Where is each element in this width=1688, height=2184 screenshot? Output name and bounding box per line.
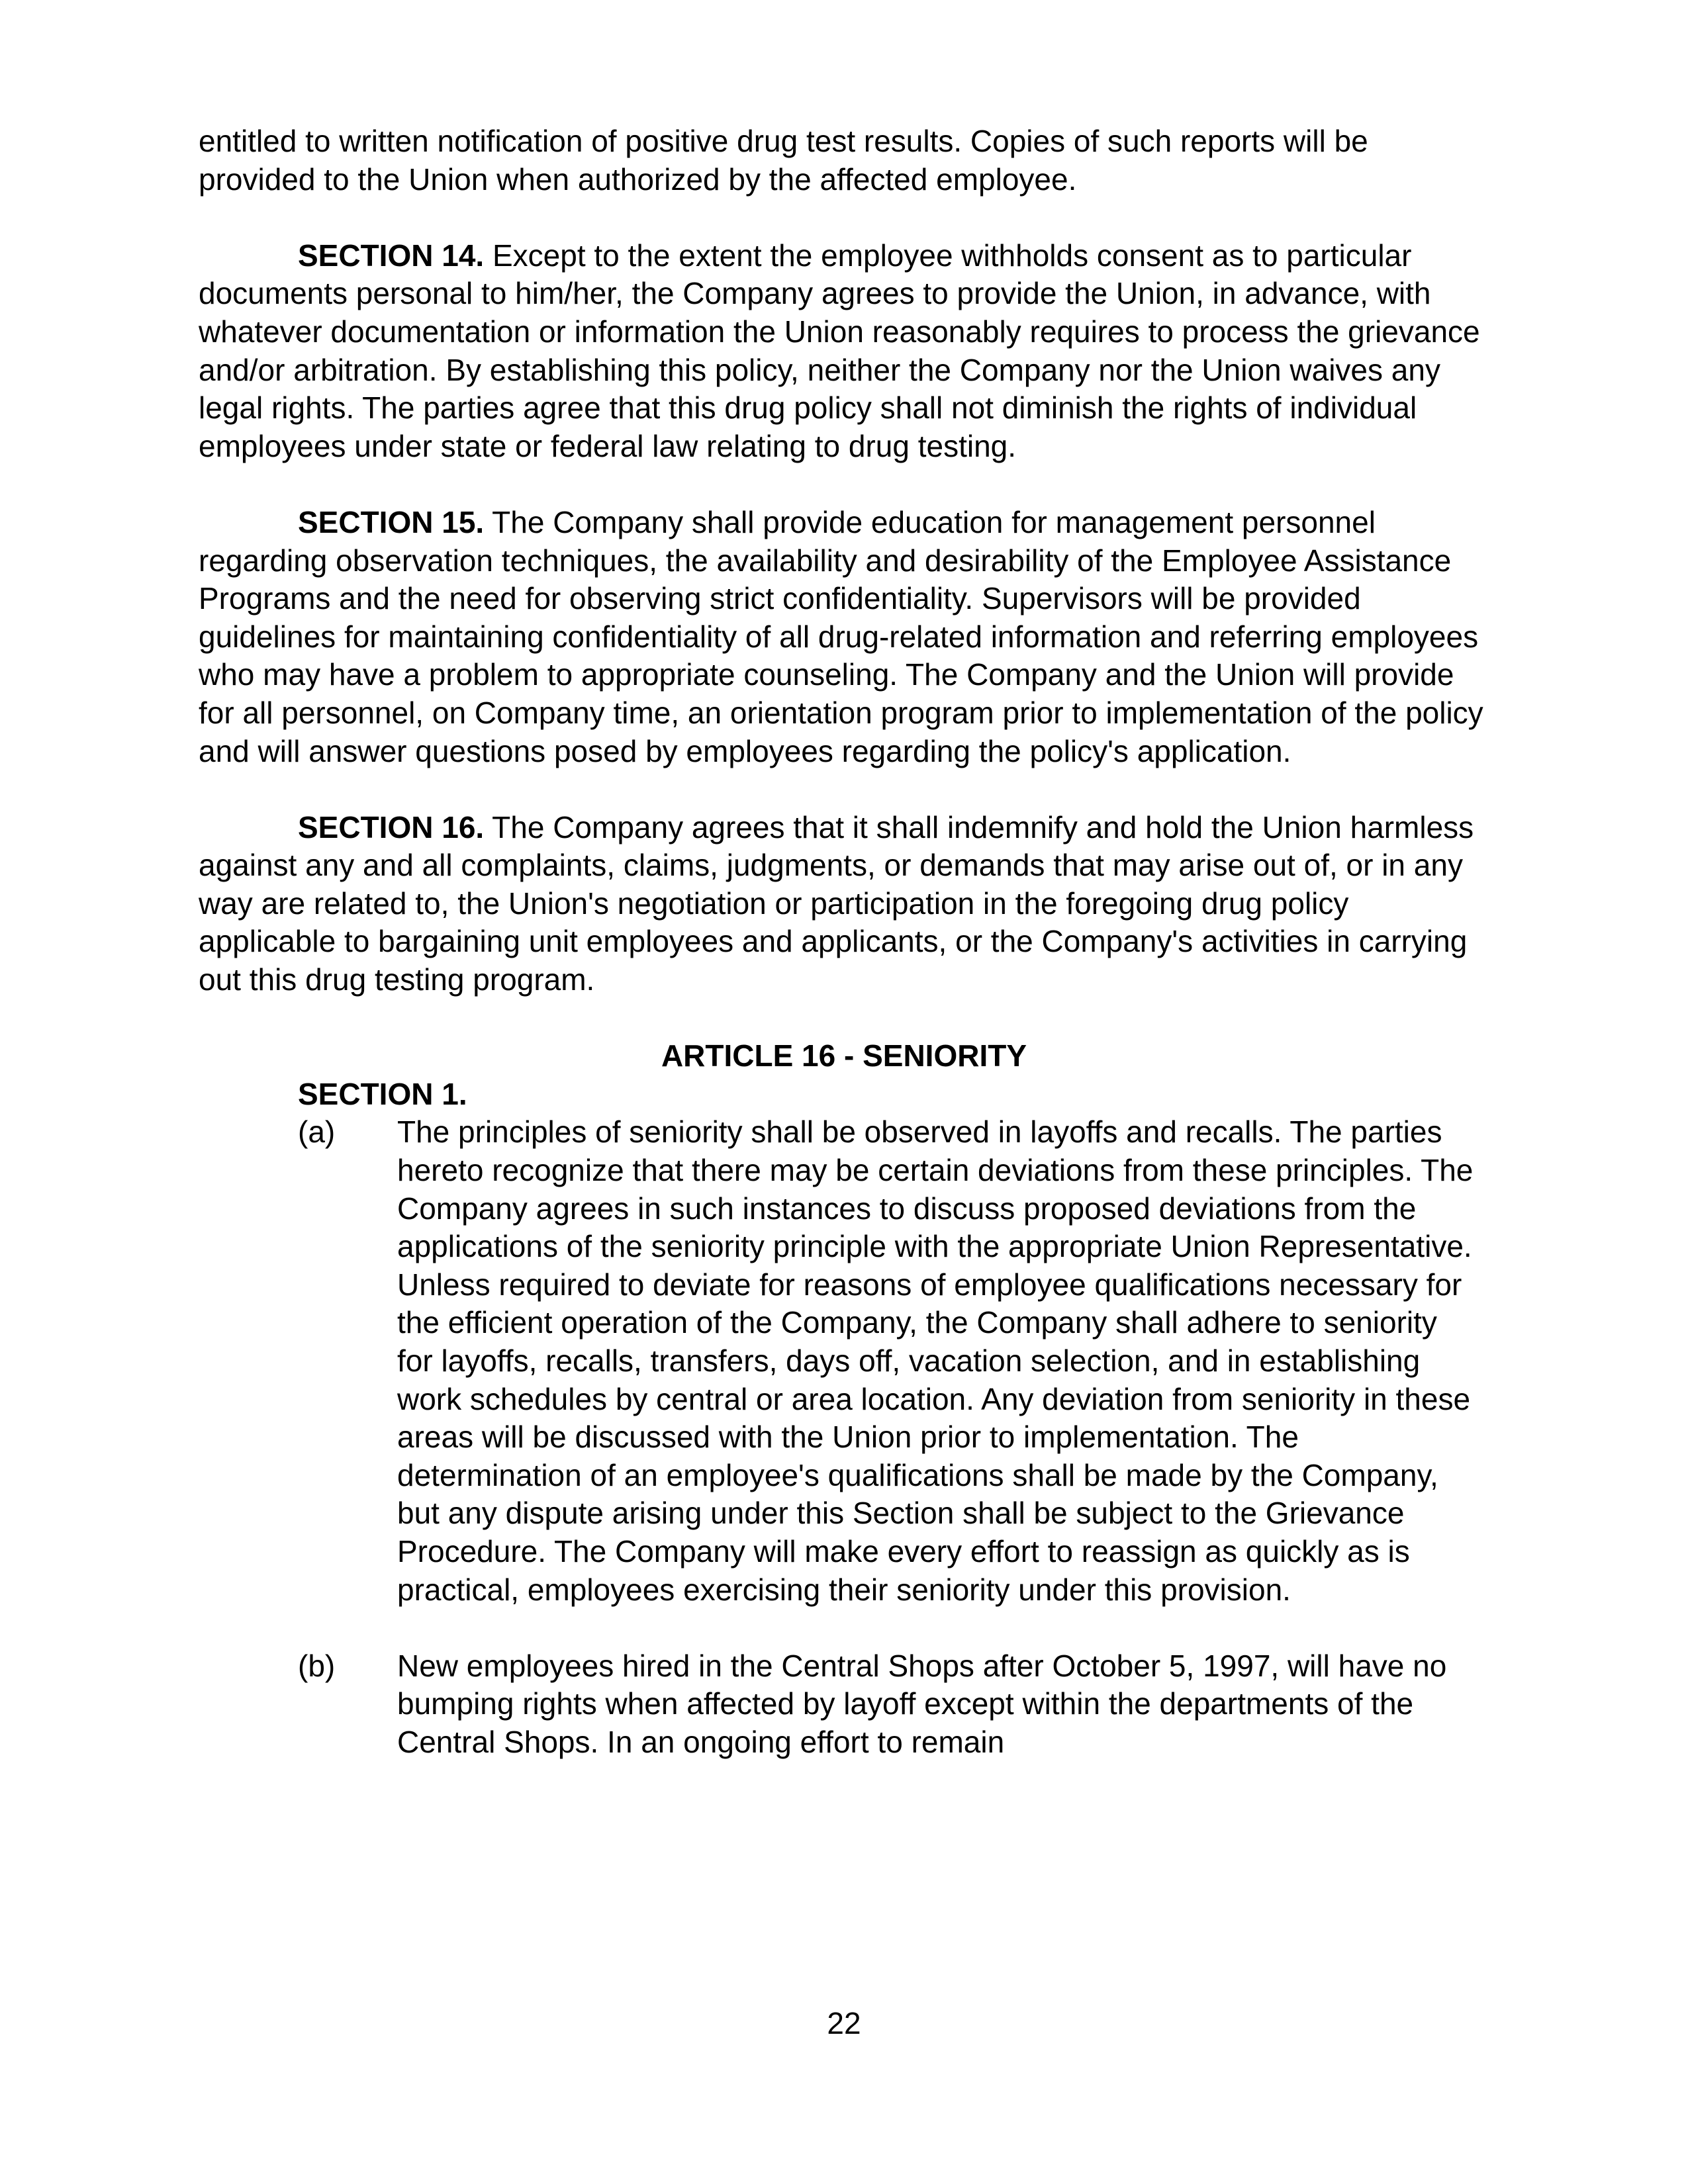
- section-16-text: The Company agrees that it shall indemnify and hold the Union harmless against any and all complaints, claims, judgments, or demands that may arise out of, or in any way are related to, the Union's negotiation or participation in the foregoing drug policy applicable to bargaining unit employees and applicants, or the Company's activities in carrying out this drug testing program.: [199, 809, 1474, 997]
- list-item-a: [199, 1113, 1489, 1609]
- section-16-heading: SECTION 16.: [298, 809, 485, 844]
- section-14-text: Except to the extent the employee withholds consent as to particular documents personal to him/her, the Company agrees to provide the Union, in advance, with whatever documentation or information the Union reasonably requires to process the grievance and/or arbitration. By establishing this policy, neither the Company nor the Union waives any legal rights. The parties agree that this drug policy shall not diminish the rights of individual employees under state or federal law relating to drug testing.: [199, 238, 1480, 463]
- list-item-b: [199, 1647, 1489, 1762]
- article-title: ARTICLE 16 - SENIORITY: [661, 1038, 1027, 1073]
- section-15-heading: SECTION 15.: [298, 504, 485, 539]
- intro-paragraph: entitled to written notification of positive drug test results. Copies of such reports will be provided to the Union when authorized by the affected employee.: [199, 124, 1368, 197]
- list-item-label: (b): [298, 1648, 336, 1683]
- list-item-label: (a): [298, 1115, 336, 1150]
- list-item-text: New employees hired in the Central Shops after October 5, 1997, will have no bumping rights when affected by layoff except within the departments of the Central Shops. In an ongoing effort to remain: [397, 1648, 1447, 1759]
- section-14-paragraph: [199, 237, 1489, 466]
- list-item-text: The principles of seniority shall be observed in layoffs and recalls. The parties hereto recognize that there may be certain deviations from these principles. The Company agrees in such instances to discuss proposed deviations from the applications of the seniority principle with the appropriate Union Representative. Unless required to deviate for reasons of employee qualifications necessary for the efficient operation of the Company, the Company shall adhere to seniority for layoffs, recalls, transfers, days off, vacation selection, and in establishing work schedules by central or area location. Any deviation from seniority in these areas will be discussed with the Union prior to implementation. The determination of an employee's qualifications shall be made by the Company, but any dispute arising under this Section shall be subject to the Grievance Procedure. The Company will make every effort to reassign as quickly as is practical, employees exercising their seniority under this provision.: [397, 1115, 1474, 1607]
- section-16-paragraph: [199, 809, 1489, 999]
- section-15-text: The Company shall provide education for management personnel regarding observation techniques, the availability and desirability of the Employee Assistance Programs and the need for observing strict confidentiality. Supervisors will be provided guidelines for maintaining confidentiality of all drug-related information and referring employees who may have a problem to appropriate counseling. The Company and the Union will provide for all personnel, on Company time, an orientation program prior to implementation of the policy and will answer questions posed by employees regarding the policy's application.: [199, 504, 1483, 768]
- section-15-paragraph: [199, 504, 1489, 770]
- document-page: [199, 122, 1489, 1799]
- section-14-heading: SECTION 14.: [298, 238, 485, 273]
- page-number: 22: [827, 2006, 861, 2040]
- article-section-heading: SECTION 1.: [298, 1076, 467, 1111]
